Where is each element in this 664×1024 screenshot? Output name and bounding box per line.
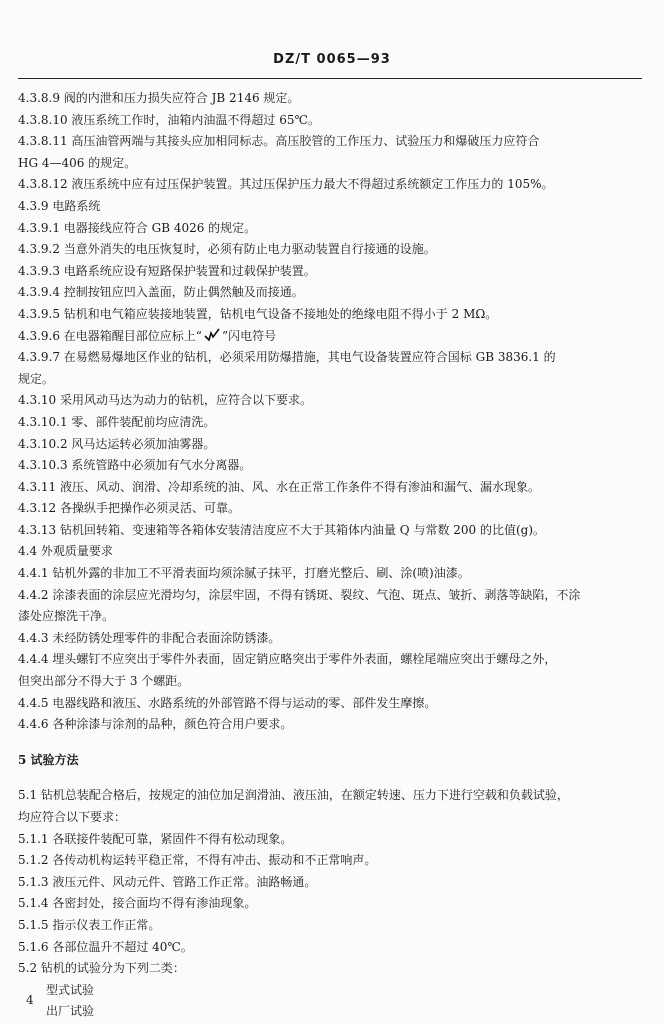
lightning-symbol-icon bbox=[204, 328, 220, 342]
text-line: 5.1.4 各密封处，接合面均不得有渗油现象。 bbox=[18, 896, 257, 911]
text-line: 4.3.9.1 电器接线应符合 GB 4026 的规定。 bbox=[18, 220, 257, 235]
text-line: 4.3.10.3 系统管路中必须加有气水分离器。 bbox=[18, 458, 252, 473]
spacer bbox=[18, 736, 644, 750]
text-line: 4.3.13 钻机回转箱、变速箱等各箱体安装清洁度应不大于其箱体内油量 Q 与常数 200 的比值(g)。 bbox=[18, 522, 546, 537]
text-fragment: ”闪电符号 bbox=[221, 328, 277, 343]
header-rule bbox=[18, 78, 642, 79]
text-line: 4.3.11 液压、风动、润滑、冷却系统的油、风、水在正常工作条件不得有渗油和漏气、漏水现象。 bbox=[18, 479, 540, 494]
text-line: 4.3.8.11 高压油管两端与其接头应加相同标志。高压胶管的工作压力、试验压力和爆破压力应符合 bbox=[18, 134, 540, 149]
text-line: 4.4.5 电器线路和液压、水路系统的外部管路不得与运动的零、部件发生摩擦。 bbox=[18, 695, 437, 710]
list-item: 出厂试验 bbox=[46, 1004, 95, 1019]
text-line: 5.1.3 液压元件、风动元件、管路工作正常。油路畅通。 bbox=[18, 874, 317, 889]
text-line: 漆处应擦洗干净。 bbox=[18, 609, 115, 624]
text-line: 4.3.8.9 阀的内泄和压力损失应符合 JB 2146 规定。 bbox=[18, 91, 300, 105]
text-line: 5.1.2 各传动机构运转平稳正常，不得有冲击、振动和不正常响声。 bbox=[18, 853, 377, 868]
text-line: 4.3.12 各操纵手把操作必须灵活、可靠。 bbox=[18, 501, 240, 516]
text-line: 4.3.9.5 钻机和电气箱应装接地装置，钻机电气设备不接地处的绝缘电阻不得小于 2 MΩ。 bbox=[18, 306, 498, 321]
section-5-title: 5 试验方法 bbox=[18, 752, 79, 767]
text-line: 4.4.6 各种涂漆与涂剂的品种，颜色符合用户要求。 bbox=[18, 717, 293, 732]
document-code: DZ/T 0065—93 bbox=[273, 52, 391, 67]
text-line: 4.3.8.12 液压系统中应有过压保护装置。其过压保护压力最大不得超过系统额定工作压力的 105%。 bbox=[18, 177, 554, 192]
text-line: 规定。 bbox=[18, 371, 55, 386]
section-heading: 4.4 外观质量要求 bbox=[18, 544, 113, 559]
list-item: 型式试验 bbox=[46, 982, 95, 997]
page-body bbox=[18, 88, 644, 1023]
text-line: 4.3.8.10 液压系统工作时，油箱内油温不得超过 65℃。 bbox=[18, 112, 320, 127]
text-line: 4.4.2 涂漆表面的涂层应光滑均匀，涂层牢固，不得有锈斑、裂纹、气泡、斑点、皱折、剥落等缺陷，不涂 bbox=[18, 587, 581, 602]
spacer bbox=[18, 771, 644, 785]
page-number: 4 bbox=[26, 993, 34, 1007]
text-line: 4.3.10 采用风动马达为动力的钻机，应符合以下要求。 bbox=[18, 393, 312, 408]
text-line: 4.3.10.2 风马达运转必须加油雾器。 bbox=[18, 436, 216, 451]
text-line: 5.1.6 各部位温升不超过 40℃。 bbox=[18, 939, 193, 954]
text-line: 4.3.9.3 电路系统应设有短路保护装置和过载保护装置。 bbox=[18, 263, 316, 278]
text-line: 4.4.3 未经防锈处理零件的非配合表面涂防锈漆。 bbox=[18, 630, 281, 645]
text-line: 5.2 钻机的试验分为下列二类： bbox=[18, 961, 185, 976]
text-line: 4.3.9.4 控制按钮应凹入盖面，防止偶然触及而接通。 bbox=[18, 285, 304, 300]
text-line: 5.1.1 各联接件装配可靠，紧固件不得有松动现象。 bbox=[18, 831, 293, 846]
text-line: 5.1.5 指示仪表工作正常。 bbox=[18, 917, 161, 932]
text-line: 但突出部分不得大于 3 个螺距。 bbox=[18, 674, 190, 689]
text-line: 5.1 钻机总装配合格后，按规定的油位加足润滑油、液压油，在额定转速、压力下进行空载和负载试验， bbox=[18, 788, 569, 803]
text-line: 4.3.9.2 当意外消失的电压恢复时，必须有防止电力驱动装置自行接通的设施。 bbox=[18, 242, 436, 257]
text-line-with-symbol bbox=[18, 326, 644, 348]
section-heading: 4.3.9 电路系统 bbox=[18, 198, 101, 213]
text-fragment: 4.3.9.6 在电器箱醒目部位应标上“ bbox=[18, 328, 202, 343]
text-line: 4.4.4 埋头螺钉不应突出于零件外表面，固定销应略突出于零件外表面，螺栓尾端应突出于螺母之外， bbox=[18, 652, 557, 667]
text-line: HG 4—406 的规定。 bbox=[18, 155, 137, 170]
text-line: 4.4.1 钻机外露的非加工不平滑表面均须涂腻子抹平，打磨光整后、刷、涂(喷)油漆。 bbox=[18, 566, 470, 581]
text-line: 4.3.10.1 零、部件装配前均应清洗。 bbox=[18, 414, 216, 429]
text-line: 均应符合以下要求： bbox=[18, 810, 127, 824]
text-line: 4.3.9.7 在易燃易爆地区作业的钻机，必须采用防爆措施，其电气设备装置应符合国标 GB 3836.1 的 bbox=[18, 350, 556, 365]
